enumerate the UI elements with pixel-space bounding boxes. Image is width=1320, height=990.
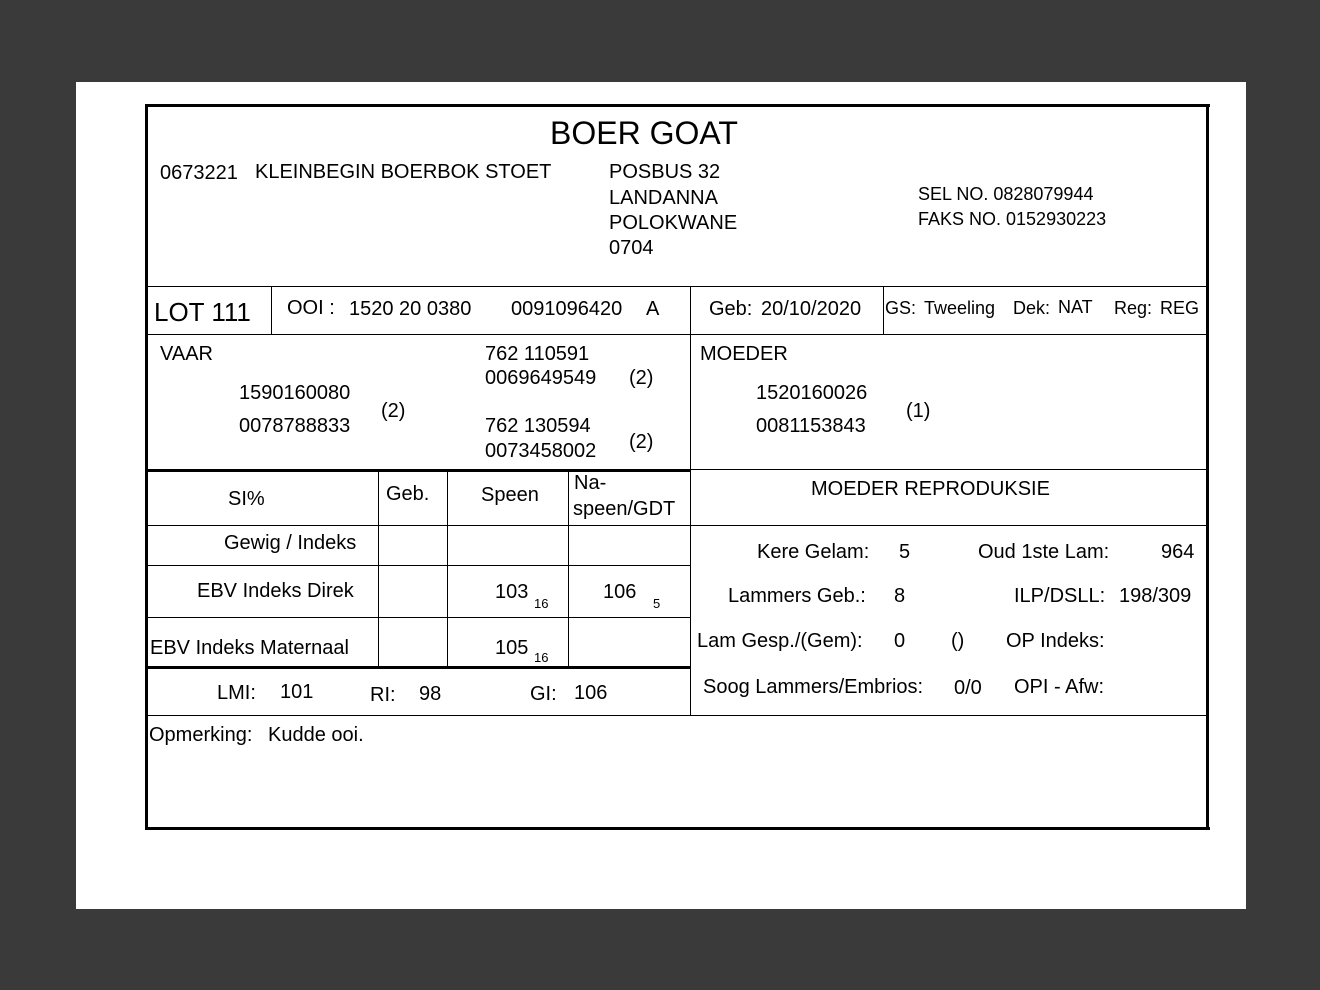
rule-lot-sep — [271, 287, 272, 334]
remark-label: Opmerking: — [149, 724, 253, 746]
row-direk-label: EBV Indeks Direk — [197, 580, 354, 602]
dek-value: NAT — [1058, 297, 1093, 317]
lam-gesp-value: 0 — [894, 630, 906, 652]
ri-label: RI: — [370, 684, 396, 706]
col-naspeen-2: speen/GDT — [573, 498, 676, 520]
lammers-geb-label: Lammers Geb.: — [728, 585, 866, 607]
direk-naspeen-sub: 5 — [653, 596, 661, 611]
rule-header-bottom — [147, 286, 1207, 287]
sire2-count: (2) — [629, 431, 654, 453]
lot-number: LOT 111 — [154, 297, 251, 327]
col-speen: Speen — [481, 484, 539, 506]
birth-date-label: Geb: — [709, 298, 753, 320]
rule-indexes-bottom — [147, 715, 1207, 716]
oud-lam-label: Oud 1ste Lam: — [978, 541, 1110, 563]
reg-label: Reg: — [1114, 298, 1153, 318]
lmi-label: LMI: — [217, 682, 256, 704]
si-label: SI% — [228, 488, 265, 510]
rule-pedigree-left — [147, 469, 691, 472]
cell-number: SEL NO. 0828079944 — [918, 184, 1094, 204]
rule-perf-c2 — [447, 470, 448, 667]
vaar-count: (2) — [381, 400, 406, 422]
opi-afw-label: OPI - Afw: — [1014, 676, 1105, 698]
remark-value: Kudde ooi. — [268, 724, 364, 746]
maternaal-speen-sub: 16 — [534, 650, 549, 665]
vaar-id: 0078788833 — [239, 415, 351, 437]
ilp-value: 198/309 — [1119, 585, 1192, 607]
address-line-2: LANDANNA — [609, 187, 718, 209]
dek-label: Dek: — [1013, 298, 1051, 318]
ri-value: 98 — [419, 683, 442, 705]
ooi-grade: A — [646, 298, 660, 320]
lmi-value: 101 — [280, 681, 314, 703]
lam-gesp-gem: () — [951, 630, 965, 652]
breeder-number: 0673221 — [160, 162, 238, 184]
breeder-name: KLEINBEGIN BOERBOK STOET — [255, 161, 552, 183]
soog-value: 0/0 — [954, 677, 982, 699]
rule-perf-c1 — [378, 470, 379, 667]
rule-perf-head — [147, 525, 1207, 526]
rule-center — [690, 287, 691, 715]
rule-lot-bottom — [147, 334, 1207, 335]
oud-lam-value: 964 — [1161, 541, 1195, 563]
ooi-id: 0091096420 — [511, 298, 623, 320]
gi-label: GI: — [530, 683, 557, 705]
frame-left — [145, 104, 148, 830]
rule-perf-c3 — [568, 470, 569, 667]
gi-value: 106 — [574, 682, 608, 704]
direk-speen-sub: 16 — [534, 596, 549, 611]
rule-perf-r3 — [147, 666, 691, 669]
rule-perf-r1 — [147, 565, 691, 566]
moeder-registration: 1520160026 — [756, 382, 868, 404]
frame-right — [1206, 104, 1209, 830]
frame-top — [145, 104, 1210, 107]
ooi-label: OOI : — [287, 297, 335, 319]
kere-gelam-label: Kere Gelam: — [757, 541, 870, 563]
sire1-id: 0069649549 — [485, 367, 597, 389]
moeder-id: 0081153843 — [756, 415, 866, 437]
maternaal-speen: 105 — [495, 637, 529, 659]
sire2-id: 0073458002 — [485, 440, 597, 462]
kere-gelam-value: 5 — [899, 541, 911, 563]
direk-speen: 103 — [495, 581, 529, 603]
ooi-registration: 1520 20 0380 — [349, 298, 472, 320]
vaar-label: VAAR — [160, 343, 213, 365]
moeder-label: MOEDER — [700, 343, 788, 365]
rule-perf-r2 — [147, 617, 691, 618]
rule-geb-sep — [883, 287, 884, 334]
ilp-label: ILP/DSLL: — [1014, 585, 1106, 607]
moeder-count: (1) — [906, 400, 931, 422]
gs-label: GS: — [885, 298, 917, 318]
address-line-3: POLOKWANE — [609, 212, 738, 234]
col-naspeen-1: Na- — [574, 472, 607, 494]
address-line-1: POSBUS 32 — [609, 161, 721, 183]
reg-value: REG — [1160, 298, 1200, 318]
page-title: BOER GOAT — [550, 115, 738, 151]
col-geb: Geb. — [386, 483, 430, 505]
gs-value: Tweeling — [924, 298, 996, 318]
sire2-registration: 762 130594 — [485, 415, 591, 437]
reproduction-title: MOEDER REPRODUKSIE — [811, 478, 1050, 500]
rule-pedigree-right — [691, 469, 1207, 470]
lammers-geb-value: 8 — [894, 585, 906, 607]
op-indeks-label: OP Indeks: — [1006, 630, 1105, 652]
fax-number: FAKS NO. 0152930223 — [918, 209, 1107, 229]
row-maternaal-label: EBV Indeks Maternaal — [150, 637, 349, 659]
soog-label: Soog Lammers/Embrios: — [703, 676, 924, 698]
lam-gesp-label: Lam Gesp./(Gem): — [697, 630, 863, 652]
sire1-registration: 762 110591 — [485, 343, 590, 365]
sire1-count: (2) — [629, 367, 654, 389]
address-line-4: 0704 — [609, 237, 654, 259]
frame-bottom — [145, 827, 1210, 830]
direk-naspeen: 106 — [603, 581, 637, 603]
row-gewig-label: Gewig / Indeks — [224, 532, 357, 554]
birth-date: 20/10/2020 — [761, 298, 862, 320]
vaar-registration: 1590160080 — [239, 382, 351, 404]
